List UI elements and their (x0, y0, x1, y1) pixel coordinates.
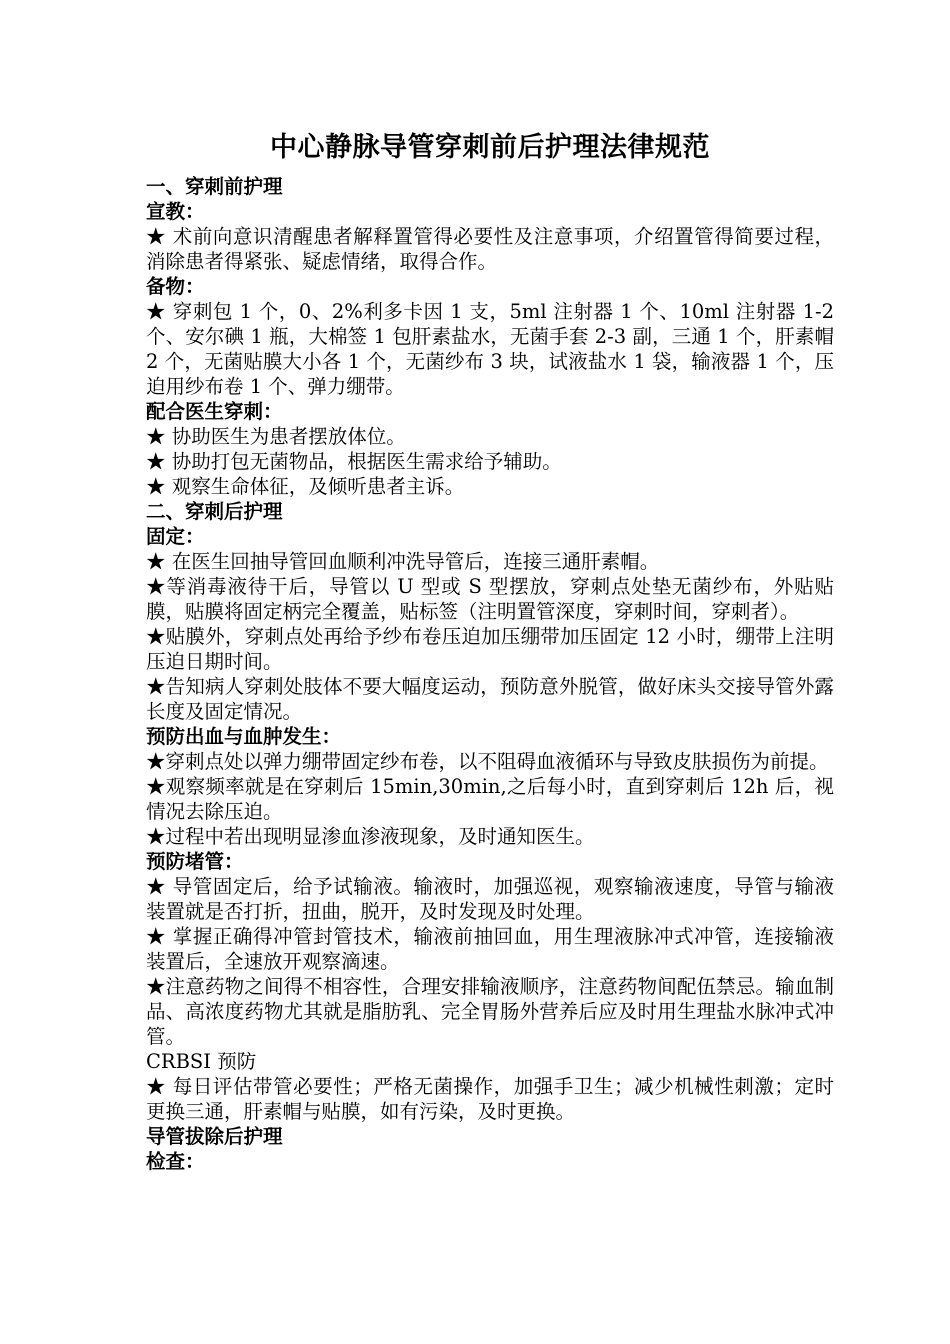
section-heading: 备物： (146, 275, 205, 298)
section-heading: 配合医生穿刺： (146, 400, 283, 423)
bullet-paragraph: ★穿刺点处以弹力绷带固定纱布卷，以不阻碍血液循环与导致皮肤损伤为前提。 (146, 750, 829, 773)
bullet-paragraph: ★等消毒液待干后，导管以 U 型或 S 型摆放，穿刺点处垫无菌纱布，外贴贴膜，贴膜将固定柄完全覆盖，贴标签（注明置管深度，穿刺时间，穿刺者）。 (146, 575, 834, 623)
section-heading: CRBSI 预防 (146, 1050, 257, 1073)
bullet-paragraph: ★贴膜外，穿刺点处再给予纱布卷压迫加压绷带加压固定 12 小时，绷带上注明压迫日期时间。 (146, 625, 834, 673)
bullet-paragraph: ★观察频率就是在穿刺后 15min,30min,之后每小时，直到穿刺后 12h 后，视情况去除压迫。 (146, 775, 834, 823)
section-heading: 预防出血与血肿发生： (146, 725, 342, 748)
section-heading: 固定： (146, 525, 205, 548)
bullet-paragraph: ★告知病人穿刺处肢体不要大幅度运动，预防意外脱管，做好床头交接导管外露长度及固定情况。 (146, 675, 834, 723)
bullet-paragraph: ★ 每日评估带管必要性；严格无菌操作，加强手卫生；减少机械性刺激；定时更换三通，肝素帽与贴膜，如有污染，及时更换。 (146, 1075, 834, 1123)
bullet-paragraph: ★ 导管固定后，给予试输液。输液时，加强巡视，观察输液速度，导管与输液装置就是否打折，扭曲，脱开，及时发现及时处理。 (146, 875, 834, 923)
bullet-paragraph: ★ 掌握正确得冲管封管技术，输液前抽回血，用生理液脉冲式冲管，连接输液装置后，全速放开观察滴速。 (146, 925, 834, 973)
document-page (146, 128, 834, 1174)
section-heading: 检查： (146, 1150, 205, 1173)
bullet-paragraph: ★ 穿刺包 1 个，0、2%利多卡因 1 支，5ml 注射器 1 个、10ml 注射器 1-2 个、安尔碘 1 瓶，大棉签 1 包肝素盐水，无菌手套 2-3 副，三通 1 个，肝素帽 2 个，无菌贴膜大小各 1 个，无菌纱布 3 块，试液盐水 1 袋，输液器 1 个，压迫用纱布卷 1 个、弹力绷带。 (146, 300, 834, 398)
bullet-paragraph: ★ 观察生命体征，及倾听患者主诉。 (146, 475, 465, 498)
bullet-paragraph: ★ 在医生回抽导管回血顺利冲洗导管后，连接三通肝素帽。 (146, 550, 660, 573)
section-heading: 导管拔除后护理 (146, 1125, 283, 1148)
bullet-paragraph: ★ 术前向意识清醒患者解释置管得必要性及注意事项，介绍置管得简要过程，消除患者得紧张、疑虑情绪，取得合作。 (146, 225, 834, 273)
section-heading: 预防堵管： (146, 850, 244, 873)
document-title: 中心静脉导管穿刺前后护理法律规范 (270, 132, 710, 163)
bullet-paragraph: ★ 协助医生为患者摆放体位。 (146, 425, 406, 448)
section-heading: 宣教： (146, 200, 205, 223)
section-heading: 二、穿刺后护理 (146, 500, 283, 523)
bullet-paragraph: ★过程中若出现明显渗血渗液现象，及时通知医生。 (146, 825, 595, 848)
section-heading: 一、穿刺前护理 (146, 175, 283, 198)
bullet-paragraph: ★ 协助打包无菌物品，根据医生需求给予辅助。 (146, 450, 562, 473)
document-body (146, 174, 834, 1174)
bullet-paragraph: ★注意药物之间得不相容性，合理安排输液顺序，注意药物间配伍禁忌。输血制品、高浓度药物尤其就是脂肪乳、完全胃肠外营养后应及时用生理盐水脉冲式冲管。 (146, 975, 834, 1048)
